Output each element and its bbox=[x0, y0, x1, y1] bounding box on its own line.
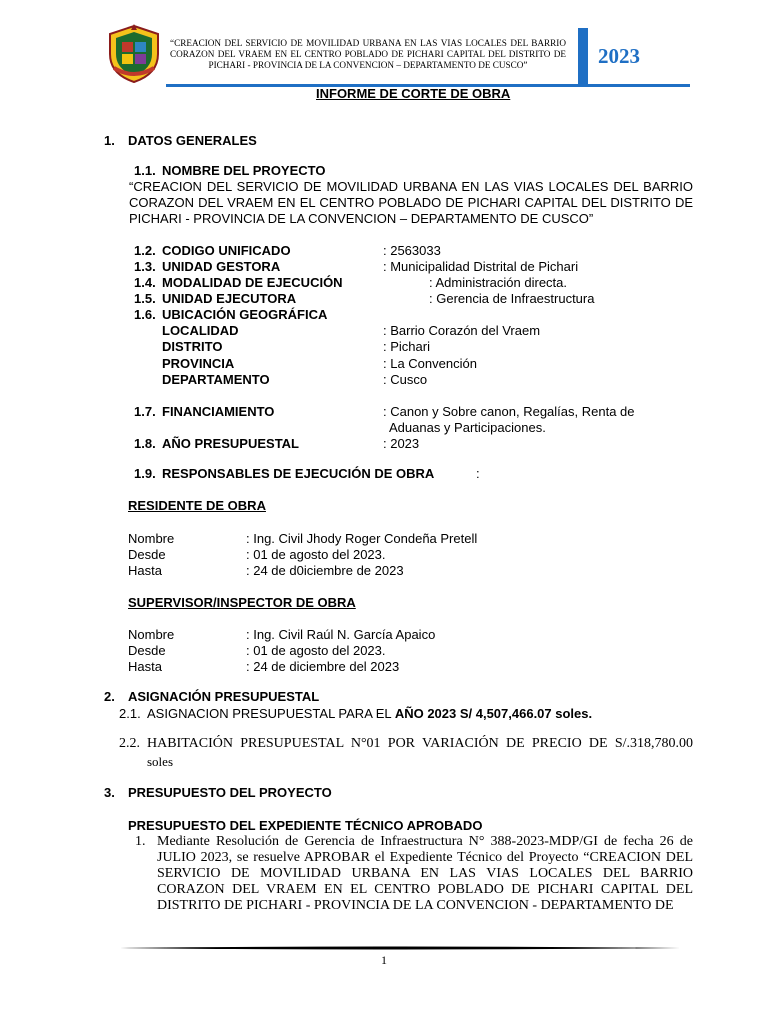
field-value-unidad-gestora: : Municipalidad Distrital de Pichari bbox=[383, 259, 579, 274]
location-label-localidad: LOCALIDAD bbox=[162, 323, 239, 338]
supervisor-label-desde: Desde bbox=[128, 643, 166, 658]
section-1-title: DATOS GENERALES bbox=[128, 133, 257, 148]
financing-number: 1.7. bbox=[134, 404, 156, 419]
supervisor-value-hasta: : 24 de diciembre del 2023 bbox=[246, 659, 400, 674]
responsables-colon: : bbox=[476, 466, 480, 481]
field-label-codigo: CODIGO UNIFICADO bbox=[162, 243, 291, 258]
project-name-text: “CREACION DEL SERVICIO DE MOVILIDAD URBANA EN LAS VIAS LOCALES DEL BARRIO CORAZON DEL VRAEM EN EL CENTRO POBLADO DE PICHARI CAPITAL DEL DISTRITO DE PICHARI - PROVINCIA DE LA CONVENCION – DEPARTAMENTO DE CUSCO” bbox=[129, 179, 693, 226]
field-number: 1.2. bbox=[134, 243, 156, 258]
residente-label-desde: Desde bbox=[128, 547, 166, 562]
section-3-title: PRESUPUESTO DEL PROYECTO bbox=[128, 785, 332, 800]
field-value-codigo: : 2563033 bbox=[383, 243, 441, 258]
field-label-modalidad: MODALIDAD DE EJECUCIÓN bbox=[162, 275, 343, 290]
section-3-item-number: 1. bbox=[135, 834, 146, 849]
field-value-unidad-ejecutora: : Gerencia de Infraestructura bbox=[429, 291, 595, 306]
location-value-provincia: : La Convención bbox=[383, 356, 477, 371]
field-label-unidad-ejecutora: UNIDAD EJECUTORA bbox=[162, 291, 297, 306]
footer-divider bbox=[120, 938, 680, 942]
header-year: 2023 bbox=[598, 44, 640, 68]
section-2-title: ASIGNACIÓN PRESUPUESTAL bbox=[128, 689, 320, 704]
financing-label: FINANCIAMIENTO bbox=[162, 404, 275, 419]
field-value-modalidad: : Administración directa. bbox=[429, 275, 568, 290]
section-2-1-text-plain: ASIGNACION PRESUPUESTAL PARA EL bbox=[147, 706, 392, 721]
financing-value-line1: : Canon y Sobre canon, Regalías, Renta de bbox=[383, 404, 635, 419]
field-number: 1.5. bbox=[134, 291, 156, 306]
residente-label-hasta: Hasta bbox=[128, 563, 162, 578]
location-label-distrito: DISTRITO bbox=[162, 339, 223, 354]
municipal-seal-logo bbox=[104, 24, 164, 84]
location-value-distrito: : Pichari bbox=[383, 339, 430, 354]
header-project-title: “CREACION DEL SERVICIO DE MOVILIDAD URBANA EN LAS VIAS LOCALES DEL BARRIO CORAZON DEL VRAEM EN EL CENTRO POBLADO DE PICHARI CAPITAL DEL DISTRITO DE PICHARI - PROVINCIA DE LA CONVENCION – DEPARTAMENTO DE CUSCO” bbox=[170, 38, 566, 70]
location-label-departamento: DEPARTAMENTO bbox=[162, 372, 270, 387]
field-label-ubicacion: UBICACIÓN GEOGRÁFICA bbox=[162, 307, 328, 322]
section-2-2-number: 2.2. bbox=[119, 736, 140, 751]
supervisor-label-hasta: Hasta bbox=[128, 659, 162, 674]
financing-value-line2: Aduanas y Participaciones. bbox=[389, 420, 546, 435]
project-name-label: NOMBRE DEL PROYECTO bbox=[162, 163, 326, 178]
section-1-number: 1. bbox=[104, 133, 115, 148]
residente-value-desde: : 01 de agosto del 2023. bbox=[246, 547, 386, 562]
header-accent-bar bbox=[578, 28, 588, 86]
budget-year-label: AÑO PRESUPUESTAL bbox=[162, 436, 299, 451]
residente-heading: RESIDENTE DE OBRA bbox=[128, 498, 266, 513]
section-2-2-line2: soles bbox=[147, 754, 173, 769]
field-number: 1.3. bbox=[134, 259, 156, 274]
residente-value-hasta: : 24 de d0iciembre de 2023 bbox=[246, 563, 404, 578]
location-label-provincia: PROVINCIA bbox=[162, 356, 235, 371]
supervisor-label-nombre: Nombre bbox=[128, 627, 175, 642]
section-3-item-text: Mediante Resolución de Gerencia de Infraestructura N° 388-2023-MDP/GI de fecha 26 de JULIO 2023, se resuelve APROBAR el Expediente Técnico del Proyecto “CREACION DEL SERVICIO DE MOVILIDAD URBANA EN LAS VIAS LOCALES DEL BARRIO CORAZON DEL VRAEM EN EL CENTRO POBLADO DE PICHARI CAPITAL DEL DISTRITO DE PICHARI - PROVINCIA DE LA CONVENCION - DEPARTAMENTO DE bbox=[157, 834, 693, 913]
section-2-2-line1: HABITACIÓN PRESUPUESTAL N°01 POR VARIACIÓN DE PRECIO DE S/.318,780.00 bbox=[147, 736, 693, 751]
residente-label-nombre: Nombre bbox=[128, 531, 175, 546]
project-name-number: 1.1. bbox=[134, 163, 156, 178]
document-title: INFORME DE CORTE DE OBRA bbox=[316, 86, 511, 101]
responsables-label: RESPONSABLES DE EJECUCIÓN DE OBRA bbox=[162, 466, 435, 481]
responsables-number: 1.9. bbox=[134, 466, 156, 481]
location-value-departamento: : Cusco bbox=[383, 372, 428, 387]
budget-year-number: 1.8. bbox=[134, 436, 156, 451]
supervisor-value-desde: : 01 de agosto del 2023. bbox=[246, 643, 386, 658]
section-2-number: 2. bbox=[104, 689, 115, 704]
residente-value-nombre: : Ing. Civil Jhody Roger Condeña Pretell bbox=[246, 531, 478, 546]
field-label-unidad-gestora: UNIDAD GESTORA bbox=[162, 259, 281, 274]
field-number: 1.4. bbox=[134, 275, 156, 290]
section-3-number: 3. bbox=[104, 785, 115, 800]
section-2-1-text bbox=[147, 706, 592, 721]
field-number: 1.6. bbox=[134, 307, 156, 322]
section-2-1-number: 2.1. bbox=[119, 706, 141, 721]
section-2-1-amount: AÑO 2023 S/ 4,507,466.07 soles. bbox=[394, 706, 593, 721]
section-3-subheading: PRESUPUESTO DEL EXPEDIENTE TÉCNICO APROBADO bbox=[128, 818, 483, 833]
supervisor-value-nombre: : Ing. Civil Raúl N. García Apaico bbox=[246, 627, 436, 642]
page-number: 1 bbox=[381, 953, 387, 967]
location-value-localidad: : Barrio Corazón del Vraem bbox=[383, 323, 541, 338]
budget-year-value: : 2023 bbox=[383, 436, 420, 451]
supervisor-heading: SUPERVISOR/INSPECTOR DE OBRA bbox=[128, 595, 356, 610]
